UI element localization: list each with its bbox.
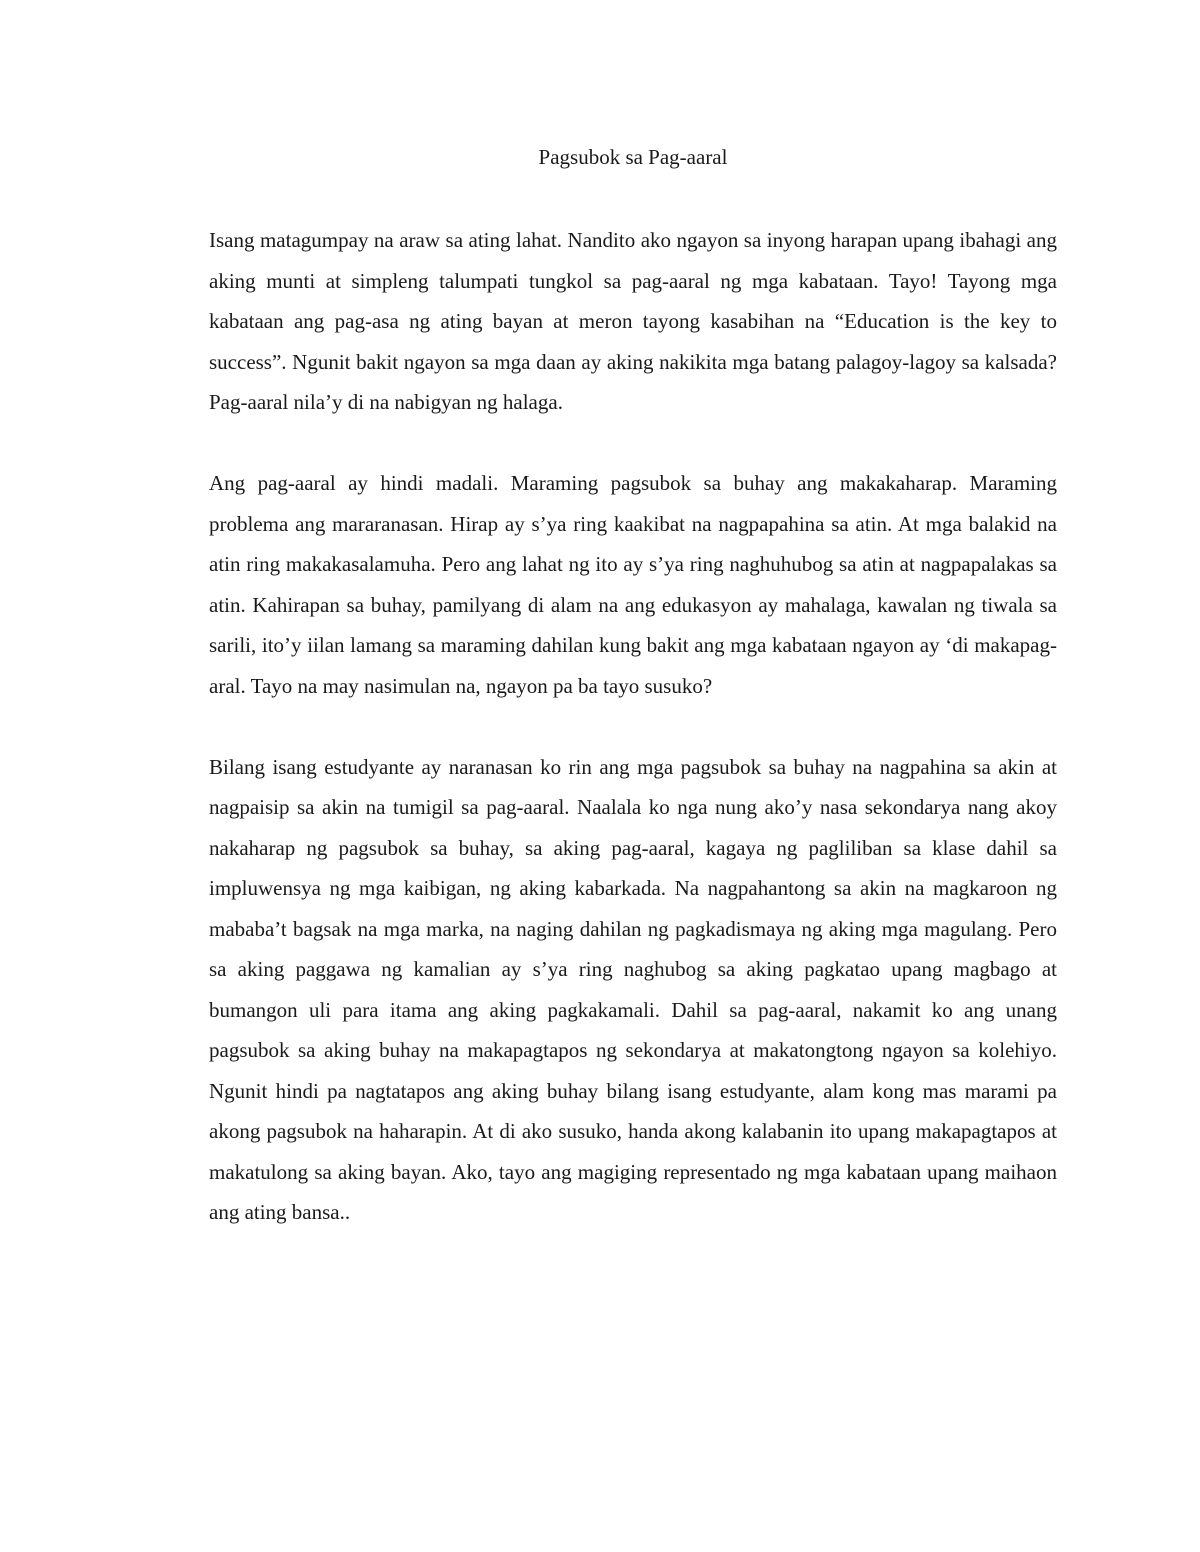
document-title: Pagsubok sa Pag-aaral bbox=[538, 145, 728, 169]
document-body bbox=[209, 220, 1057, 1273]
paragraph-3: Bilang isang estudyante ay naranasan ko rin ang mga pagsubok sa buhay na nagpahina sa akin at nagpaisip sa akin na tumigil sa pag-aaral. Naalala ko nga nung ako’y nasa sekondarya nang akoy nakaharap ng pagsubok sa buhay, sa aking pag-aaral, kagaya ng pagliliban sa klase dahil sa impluwensya ng mga kaibigan, ng aking kabarkada. Na nagpahantong sa akin na magkaroon ng mababa’t bagsak na mga marka, na naging dahilan ng pagkadismaya ng aking mga magulang. Pero sa aking paggawa ng kamalian ay s’ya ring naghubog sa aking pagkatao upang magbago at bumangon uli para itama ang aking pagkakamali. Dahil sa pag-aaral, nakamit ko ang unang pagsubok sa aking buhay na makapagtapos ng sekondarya at makatongtong ngayon sa kolehiyo. Ngunit hindi pa nagtatapos ang aking buhay bilang isang estudyante, alam kong mas marami pa akong pagsubok na haharapin. At di ako susuko, handa akong kalabanin ito upang makapagtapos at makatulong sa aking bayan. Ako, tayo ang magiging representado ng mga kabataan upang maihaon ang ating bansa.. bbox=[209, 754, 1057, 1224]
paragraph-2: Ang pag-aaral ay hindi madali. Maraming pagsubok sa buhay ang makakaharap. Maraming problema ang mararanasan. Hirap ay s’ya ring kaakibat na nagpapahina sa atin. At mga balakid na atin ring makakasalamuha. Pero ang lahat ng ito ay s’ya ring naghuhubog sa atin at nagpapalakas sa atin. Kahirapan sa buhay, pamilyang di alam na ang edukasyon ay mahalaga, kawalan ng tiwala sa sarili, ito’y iilan lamang sa maraming dahilan kung bakit ang mga kabataan ngayon ay ‘di makapag-aral. Tayo na may nasimulan na, ngayon pa ba tayo susuko? bbox=[209, 471, 1057, 698]
paragraph-1: Isang matagumpay na araw sa ating lahat. Nandito ako ngayon sa inyong harapan upang ibahagi ang aking munti at simpleng talumpati tungkol sa pag-aaral ng mga kabataan. Tayo! Tayong mga kabataan ang pag-asa ng ating bayan at meron tayong kasabihan na “Education is the key to success”. Ngunit bakit ngayon sa mga daan ay aking nakikita mga batang palagoy-lagoy sa kalsada? Pag-aaral nila’y di na nabigyan ng halaga. bbox=[209, 228, 1057, 414]
